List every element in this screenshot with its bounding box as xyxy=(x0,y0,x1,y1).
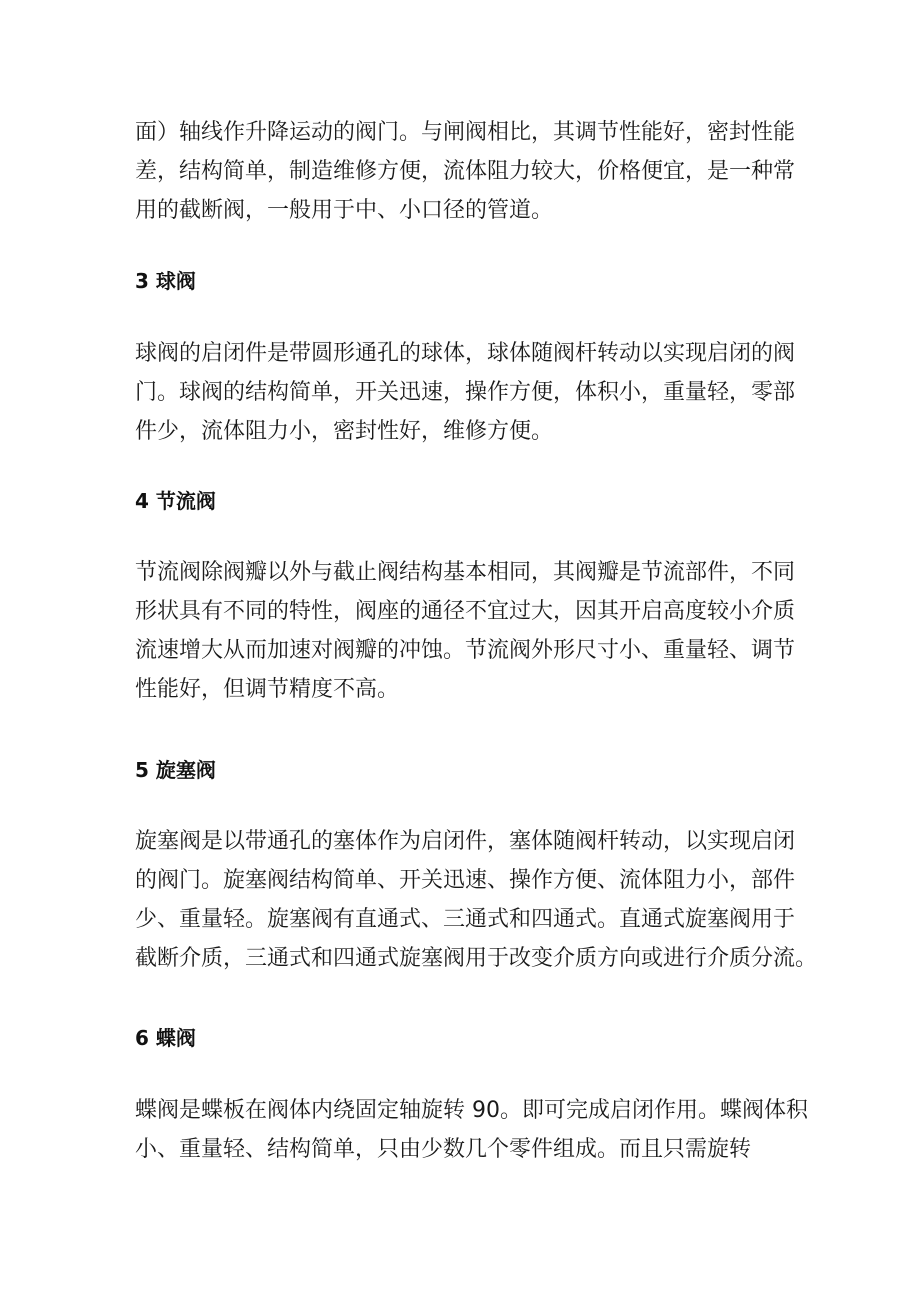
text-line: 球阀的启闭件是带圆形通孔的球体，球体随阀杆转动以实现启闭的阀 xyxy=(135,341,796,366)
paragraph-butterfly-valve xyxy=(135,1091,808,1169)
text-line: 面）轴线作升降运动的阀门。与闸阀相比，其调节性能好，密封性能 xyxy=(135,120,796,145)
text-line: 用的截断阀，一般用于中、小口径的管道。 xyxy=(135,198,554,223)
heading-ball-valve: 3 球阀 xyxy=(135,269,196,293)
text-line: 件少，流体阻力小，密封性好，维修方便。 xyxy=(135,419,554,444)
text-line: 蝶阀是蝶板在阀体内绕固定轴旋转 90。即可完成启闭作用。蝶阀体积 xyxy=(135,1098,808,1123)
paragraph-ball-valve xyxy=(135,334,795,451)
heading-plug-valve: 5 旋塞阀 xyxy=(135,758,216,782)
paragraph-plug-valve xyxy=(135,822,818,978)
paragraph-globe-valve-cont xyxy=(135,113,795,230)
heading-butterfly-valve: 6 蝶阀 xyxy=(135,1026,196,1050)
text-line: 的阀门。旋塞阀结构简单、开关迅速、操作方便、流体阻力小，部件 xyxy=(135,868,796,893)
text-line: 节流阀除阀瓣以外与截止阀结构基本相同，其阀瓣是节流部件，不同 xyxy=(135,560,796,585)
heading-throttle-valve: 4 节流阀 xyxy=(135,489,216,513)
text-line: 少、重量轻。旋塞阀有直通式、三通式和四通式。直通式旋塞阀用于 xyxy=(135,907,796,932)
text-line: 形状具有不同的特性，阀座的通径不宜过大，因其开启高度较小介质 xyxy=(135,599,796,624)
text-line: 差，结构简单，制造维修方便，流体阻力较大，价格便宜，是一种常 xyxy=(135,159,796,184)
paragraph-throttle-valve xyxy=(135,553,795,709)
text-line: 截断介质，三通式和四通式旋塞阀用于改变介质方向或进行介质分流。 xyxy=(135,946,818,971)
text-line: 性能好，但调节精度不高。 xyxy=(135,677,400,702)
text-line: 小、重量轻、结构简单，只由少数几个零件组成。而且只需旋转 xyxy=(135,1137,752,1162)
text-line: 旋塞阀是以带通孔的塞体作为启闭件，塞体随阀杆转动，以实现启闭 xyxy=(135,829,796,854)
text-line: 流速增大从而加速对阀瓣的冲蚀。节流阀外形尺寸小、重量轻、调节 xyxy=(135,638,796,663)
text-line: 门。球阀的结构简单，开关迅速，操作方便，体积小，重量轻，零部 xyxy=(135,380,796,405)
